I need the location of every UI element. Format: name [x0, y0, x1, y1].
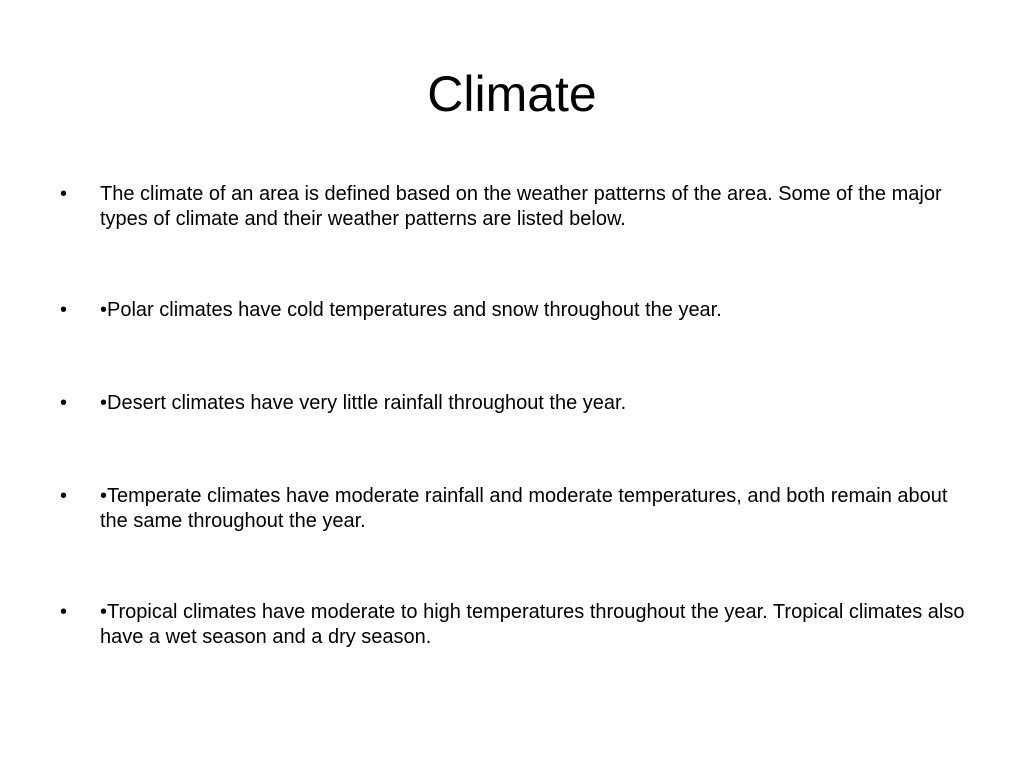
bullet-text: The climate of an area is defined based on the weather patterns of the area. Some of the major types of climate and their weather patterns are listed below. — [100, 183, 942, 230]
bullet-item — [60, 391, 980, 416]
bullet-item — [60, 600, 980, 650]
bullet-dot-icon: • — [60, 601, 68, 623]
bullet-dot-icon: • — [60, 183, 68, 205]
bullet-dot-icon: • — [60, 299, 68, 321]
bullet-dot-icon: • — [60, 485, 68, 507]
bullet-item — [60, 298, 980, 323]
bullet-text: •Desert climates have very little rainfall throughout the year. — [100, 392, 627, 414]
bullet-dot-icon: • — [60, 392, 68, 414]
bullet-item — [60, 484, 980, 534]
bullet-list — [60, 182, 980, 650]
slide-title: Climate — [427, 66, 597, 122]
bullet-text: •Tropical climates have moderate to high temperatures throughout the year. Tropical climates also have a wet season and a dry season. — [100, 601, 965, 648]
bullet-text: •Temperate climates have moderate rainfall and moderate temperatures, and both remain about the same throughout the year. — [100, 485, 948, 532]
bullet-item — [60, 182, 980, 232]
bullet-text: •Polar climates have cold temperatures and snow throughout the year. — [100, 299, 722, 321]
